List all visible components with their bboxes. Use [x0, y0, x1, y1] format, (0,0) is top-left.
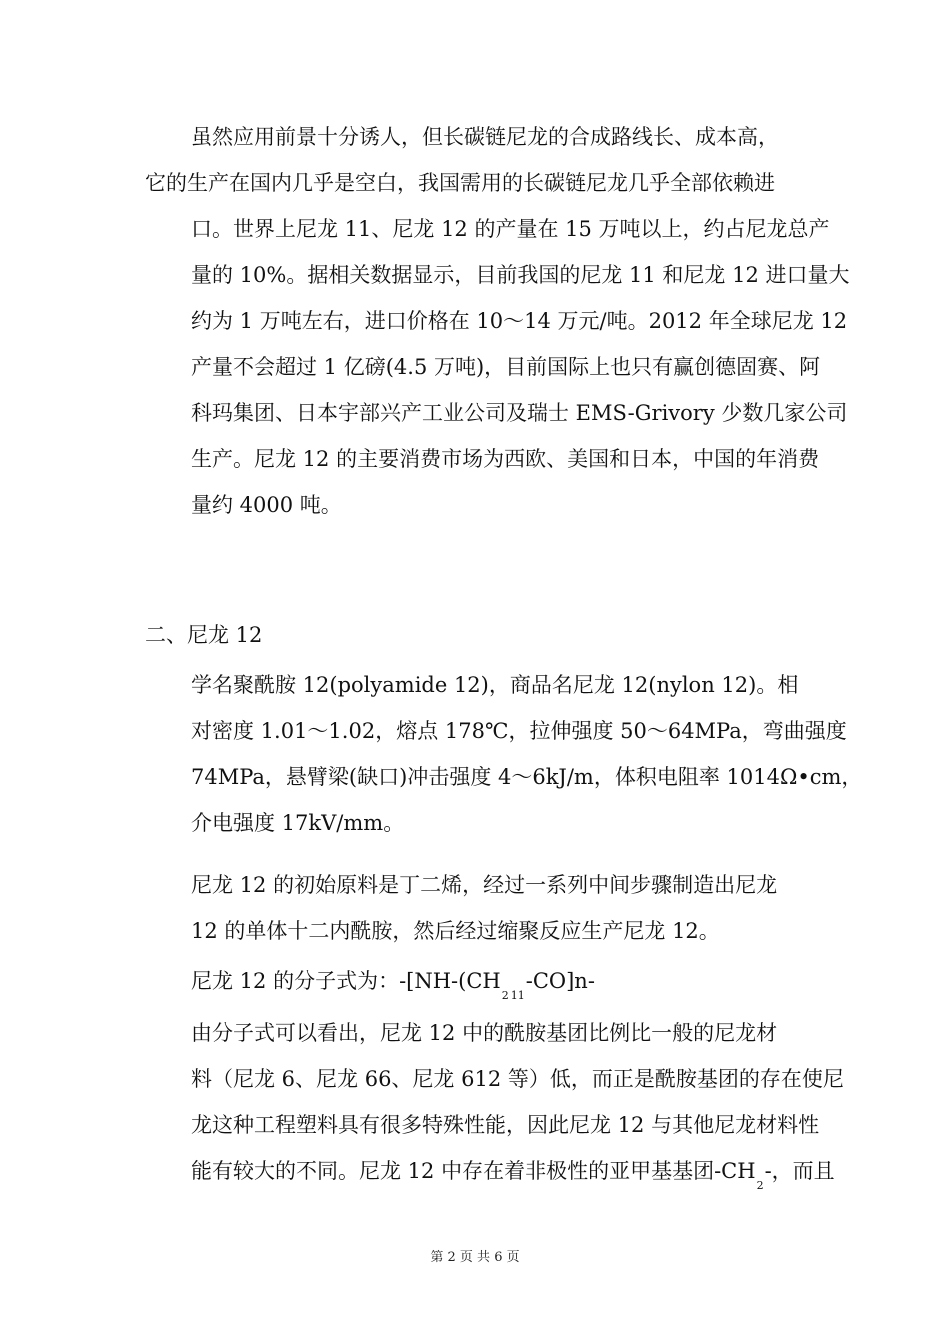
text-line: 由分子式可以看出，尼龙 12 中的酰胺基团比例比一般的尼龙材: [191, 1021, 778, 1045]
formula-suffix: -CO]n-: [525, 969, 595, 993]
text-line: 12 的单体十二内酰胺，然后经过缩聚反应生产尼龙 12。: [191, 919, 720, 943]
formula-subscript-11: 11: [510, 989, 525, 1002]
page-footer: 第 2 页 共 6 页: [430, 1250, 520, 1265]
molecular-formula: [191, 966, 595, 1000]
text-line: 对密度 1.01～1.02，熔点 178℃，拉伸强度 50～64MPa，弯曲强度: [191, 719, 847, 743]
line-prefix: 能有较大的不同。尼龙 12 中存在着非极性的亚甲基基团-CH: [191, 1159, 756, 1183]
text-line: 它的生产在国内几乎是空白，我国需用的长碳链尼龙几乎全部依赖进: [145, 171, 775, 195]
text-line: 量的 10%。据相关数据显示，目前我国的尼龙 11 和尼龙 12 进口量大: [191, 263, 850, 287]
text-line: 科玛集团、日本宇部兴产工业公司及瑞士 EMS-Grivory 少数几家公司: [191, 401, 848, 425]
methylene-subscript: 2: [756, 1179, 764, 1192]
text-line: 约为 1 万吨左右，进口价格在 10～14 万元/吨。2012 年全球尼龙 12: [191, 309, 848, 333]
text-line: [145, 1148, 835, 1198]
text-line: 口。世界上尼龙 11、尼龙 12 的产量在 15 万吨以上，约占尼龙总产: [191, 217, 830, 241]
paragraph-import-status: [145, 114, 850, 528]
text-line: 介电强度 17kV/mm。: [191, 811, 405, 835]
text-line: 虽然应用前景十分诱人，但长碳链尼龙的合成路线长、成本高，: [191, 125, 779, 149]
formula-prefix: 尼龙 12 的分子式为：-[NH-(CH: [191, 969, 501, 993]
text-line: 生产。尼龙 12 的主要消费市场为西欧、美国和日本，中国的年消费: [191, 447, 820, 471]
text-line: 学名聚酰胺 12(polyamide 12)，商品名尼龙 12(nylon 12)。相: [191, 673, 799, 697]
text-line: 量约 4000 吨。: [191, 493, 342, 517]
formula-subscript-2: 2: [501, 989, 509, 1002]
paragraph-structure-analysis: [145, 1010, 844, 1198]
text-line: 74MPa，悬臂梁(缺口)冲击强度 4～6kJ/m，体积电阻率 1014Ω•cm，: [191, 765, 863, 789]
text-line: 龙这种工程塑料具有很多特殊性能，因此尼龙 12 与其他尼龙材料性: [191, 1113, 820, 1137]
text-line: 尼龙 12 的初始原料是丁二烯，经过一系列中间步骤制造出尼龙: [191, 873, 778, 897]
paragraph-properties: [145, 662, 863, 846]
text-line: 产量不会超过 1 亿磅(4.5 万吨)，目前国际上也只有赢创德固赛、阿: [191, 355, 821, 379]
paragraph-raw-materials: [145, 862, 810, 954]
section-heading: 二、尼龙 12: [145, 623, 263, 647]
text-line: 料（尼龙 6、尼龙 66、尼龙 612 等）低，而正是酰胺基团的存在使尼: [191, 1067, 844, 1091]
line-suffix: -，而且: [764, 1159, 835, 1183]
